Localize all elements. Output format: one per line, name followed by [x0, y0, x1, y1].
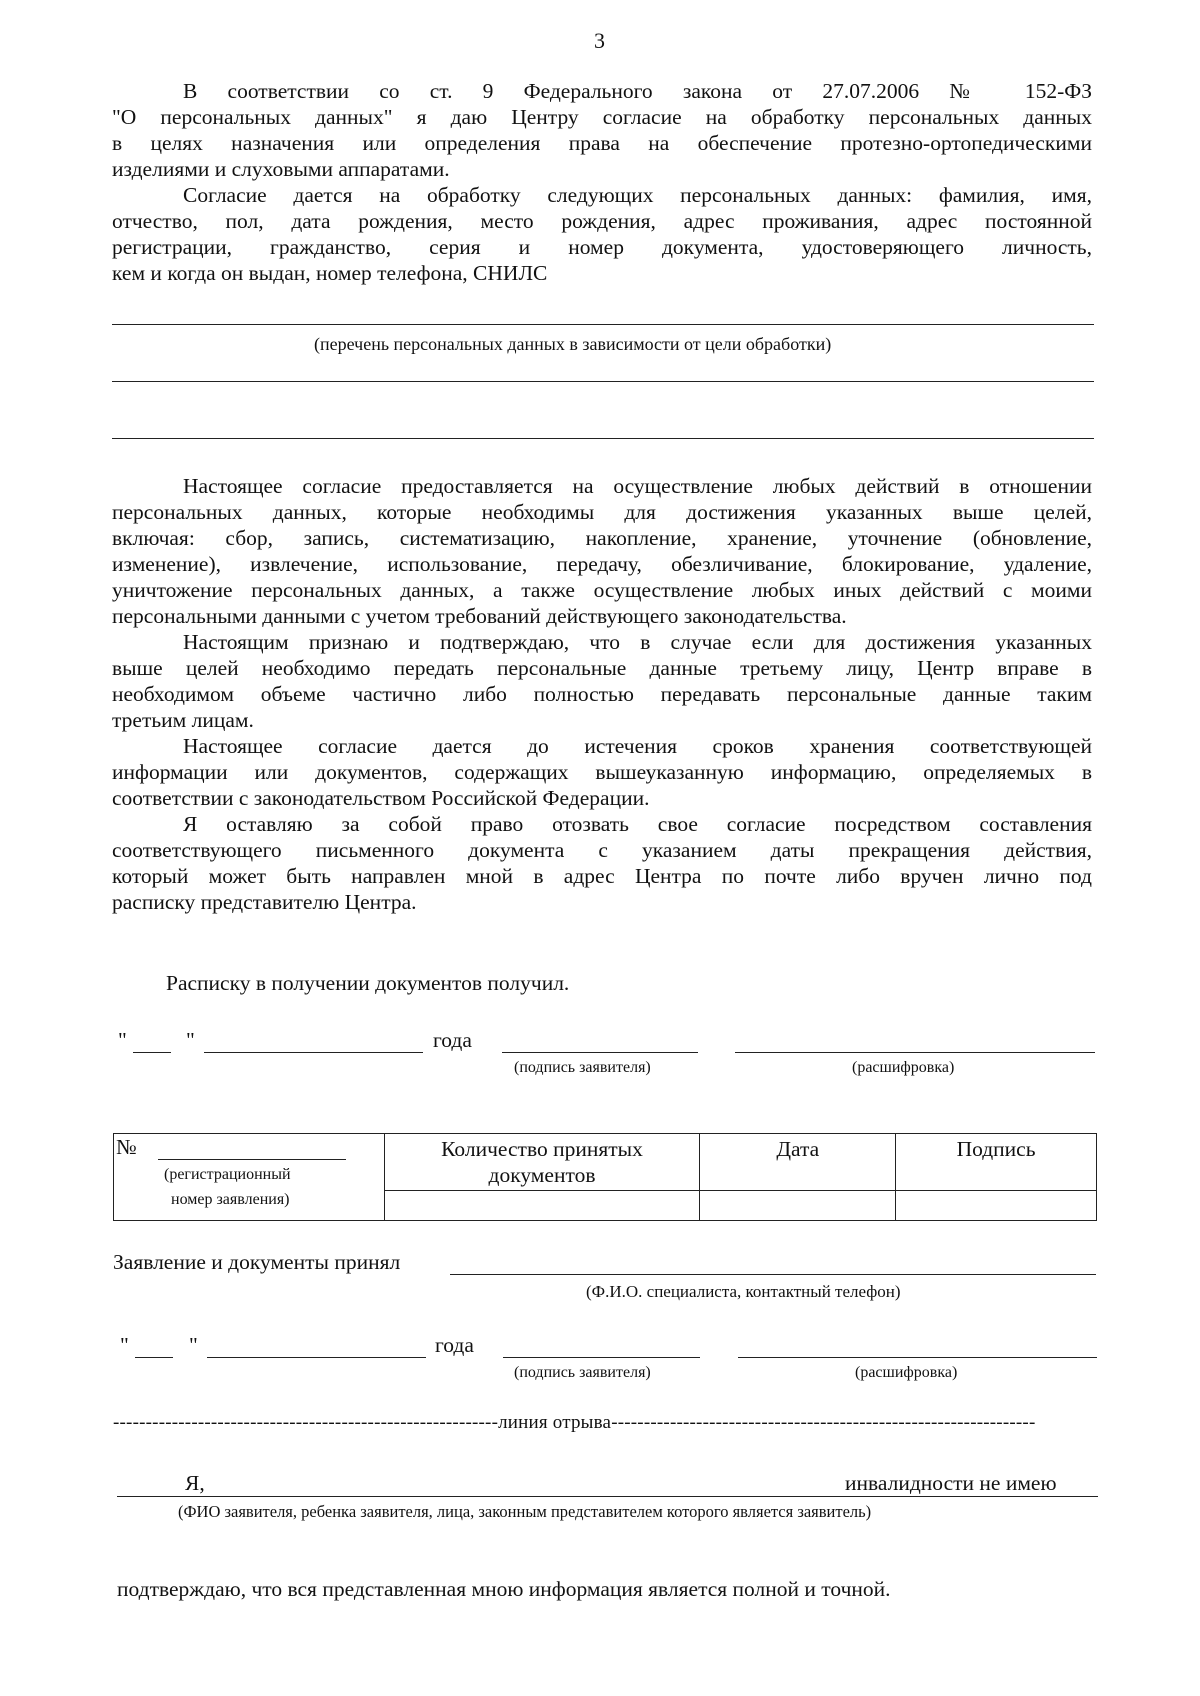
paragraph-line: Настоящее согласие дается до истечения сроков хранения соответствующей: [183, 734, 1092, 758]
receipt-text: Расписку в получении документов получил.: [166, 971, 570, 995]
paragraph-line: выше целей необходимо передать персональные данные третьему лицу, Центр вправе в: [112, 656, 1092, 680]
day-field[interactable]: [135, 1357, 173, 1358]
tear-line-dashes-right: -----------------------------------------------------------------: [611, 1412, 1036, 1433]
month-field[interactable]: [207, 1357, 426, 1358]
declaration-confirmation: подтверждаю, что вся представленная мною информация является полной и точной.: [117, 1577, 891, 1601]
paragraph-line: персональными данными с учетом требований действующего законодательства.: [112, 604, 847, 628]
declaration-name-field[interactable]: [117, 1496, 1098, 1497]
signature-caption: (подпись заявителя): [514, 1059, 651, 1076]
paragraph-line: включая: сбор, запись, систематизацию, накопление, хранение, уточнение (обновление,: [112, 526, 1092, 550]
reg-number-field[interactable]: [158, 1159, 346, 1160]
paragraph-line: в целях назначения или определения права на обеспечение протезно-ортопедическими: [112, 131, 1092, 155]
quote-open: ": [118, 1028, 127, 1052]
accepted-by-caption: (Ф.И.О. специалиста, контактный телефон): [586, 1282, 901, 1301]
tear-line: [113, 1412, 1093, 1434]
quote-close: ": [186, 1028, 195, 1052]
number-sign: №: [116, 1135, 137, 1159]
quote-close: ": [189, 1333, 198, 1357]
col-docs-header: [384, 1134, 700, 1191]
paragraph-line: В соответствии со ст. 9 Федерального закона от 27.07.2006 № 152-ФЗ: [183, 79, 1092, 103]
col-date-header: [700, 1134, 896, 1191]
paragraph-line: уничтожение персональных данных, а также осуществление любых иных действий с моими: [112, 578, 1092, 602]
quote-open: ": [120, 1333, 129, 1357]
accepted-by-label: Заявление и документы принял: [113, 1250, 401, 1274]
paragraph-line: который может быть направлен мной в адрес Центра по почте либо вручен лично под: [112, 864, 1092, 888]
term-paragraph: [112, 733, 1092, 811]
year-label: года: [435, 1333, 474, 1357]
page-number: 3: [594, 28, 605, 53]
day-field[interactable]: [133, 1052, 171, 1053]
paragraph-line: регистрации, гражданство, серия и номер документа, удостоверяющего личность,: [112, 235, 1092, 259]
paragraph-line: информации или документов, содержащих вышеуказанную информацию, определяемых в: [112, 760, 1092, 784]
paragraph-line: изделиями и слуховыми аппаратами.: [112, 157, 450, 181]
date-cell[interactable]: [700, 1190, 896, 1220]
year-label: года: [433, 1028, 472, 1052]
decoding-caption: (расшифровка): [852, 1059, 955, 1076]
applicant-signature-field[interactable]: [503, 1357, 700, 1358]
signature-caption: (подпись заявителя): [514, 1364, 651, 1381]
paragraph-line: персональных данных, которые необходимы для достижения указанных выше целей,: [112, 500, 1092, 524]
paragraph-line: соответствующего письменного документа с указанием даты прекращения действия,: [112, 838, 1092, 862]
tear-line-label: линия отрыва: [498, 1412, 612, 1433]
consent-paragraph: [112, 78, 1092, 182]
paragraph-line: кем и когда он выдан, номер телефона, СНИЛС: [112, 261, 548, 285]
signature-cell[interactable]: [896, 1190, 1097, 1220]
data-list-paragraph: [112, 182, 1092, 286]
decoding-caption: (расшифровка): [855, 1364, 958, 1381]
reg-number-caption-1: (регистрационный: [164, 1166, 291, 1183]
data-list-line-2[interactable]: [112, 381, 1094, 382]
data-list-line-1[interactable]: [112, 324, 1094, 325]
paragraph-line: Настоящим признаю и подтверждаю, что в случае если для достижения указанных: [183, 630, 1092, 654]
actions-paragraph: [112, 473, 1092, 629]
declaration-i-label: Я,: [185, 1471, 205, 1495]
paragraph-line: третьим лицам.: [112, 708, 254, 732]
col-signature-label: Подпись: [956, 1137, 1036, 1161]
paragraph-line: Согласие дается на обработку следующих персональных данных: фамилия, имя,: [183, 183, 1092, 207]
third-party-paragraph: [112, 629, 1092, 733]
paragraph-line: "О персональных данных" я даю Центру согласие на обработку персональных данных: [112, 105, 1092, 129]
decoding-field[interactable]: [738, 1357, 1097, 1358]
col-docs-label-2: документов: [488, 1163, 596, 1187]
decoding-field[interactable]: [735, 1052, 1095, 1053]
data-list-line-3[interactable]: [112, 438, 1094, 439]
applicant-signature-field[interactable]: [502, 1052, 698, 1053]
paragraph-line: изменение), извлечение, использование, передачу, обезличивание, блокирование, удаление,: [112, 552, 1092, 576]
accepted-by-field[interactable]: [450, 1274, 1096, 1275]
registration-table: [113, 1133, 1097, 1221]
tear-line-dashes-left: -----------------------------------------------------------: [113, 1412, 499, 1433]
declaration-filled-value[interactable]: инвалидности не имею: [845, 1471, 1057, 1495]
col-date-label: Дата: [776, 1137, 820, 1161]
paragraph-line: Я оставляю за собой право отозвать свое согласие посредством составления: [183, 812, 1092, 836]
paragraph-line: необходимом объеме частично либо полностью передавать персональные данные таким: [112, 682, 1092, 706]
paragraph-line: расписку представителю Центра.: [112, 890, 417, 914]
reg-number-caption-2: номер заявления): [171, 1191, 290, 1208]
data-list-caption: (перечень персональных данных в зависимости от цели обработки): [314, 334, 832, 354]
paragraph-line: отчество, пол, дата рождения, место рождения, адрес проживания, адрес постоянной: [112, 209, 1092, 233]
docs-count-cell[interactable]: [384, 1190, 700, 1220]
month-field[interactable]: [204, 1052, 423, 1053]
col-docs-label-1: Количество принятых: [441, 1137, 643, 1161]
reg-number-cell: [114, 1134, 385, 1221]
declaration-caption: (ФИО заявителя, ребенка заявителя, лица, законным представителем которого является заявитель): [178, 1502, 872, 1521]
col-signature-header: [896, 1134, 1097, 1191]
revoke-paragraph: [112, 811, 1092, 915]
paragraph-line: соответствии с законодательством Российской Федерации.: [112, 786, 650, 810]
paragraph-line: Настоящее согласие предоставляется на осуществление любых действий в отношении: [183, 474, 1092, 498]
